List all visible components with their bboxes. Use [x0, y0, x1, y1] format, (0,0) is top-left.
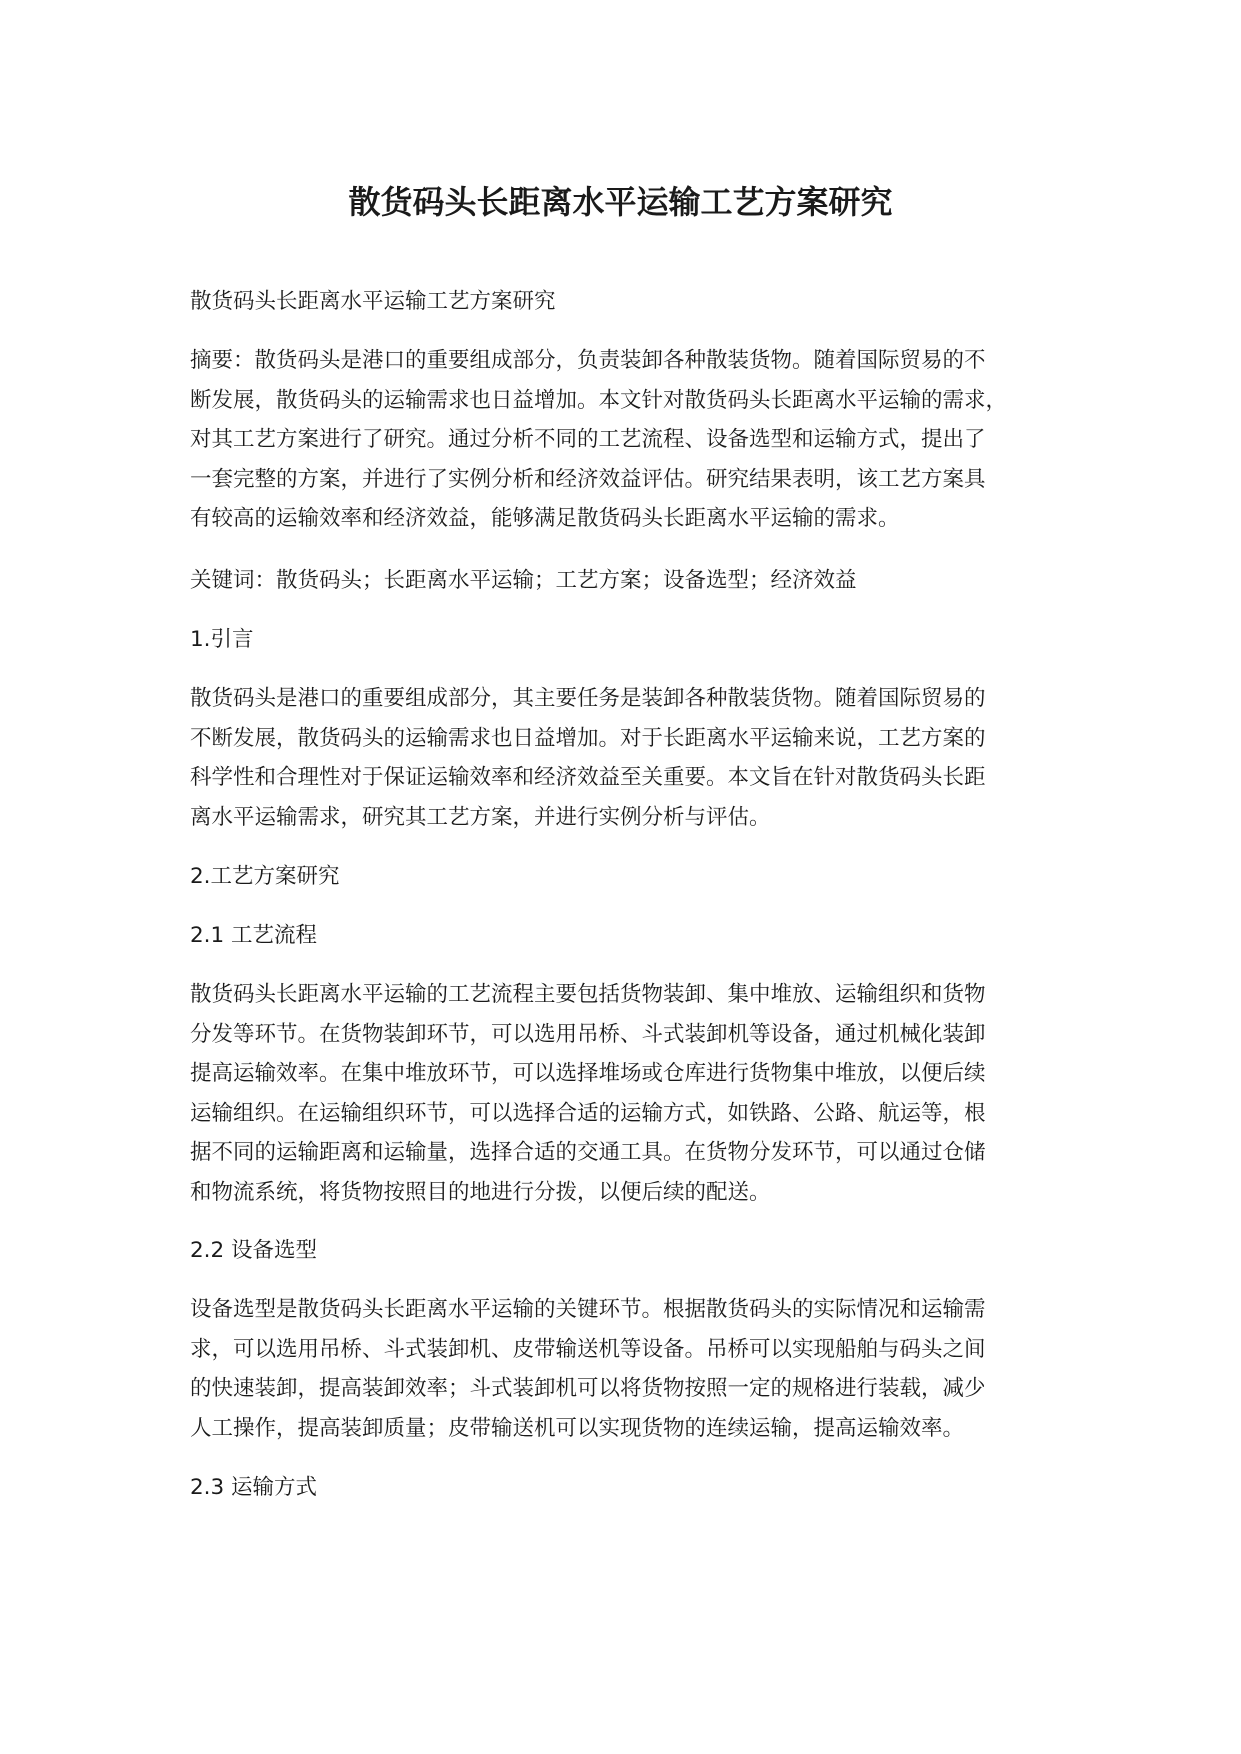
paragraph-line: 设备选型是散货码头长距离水平运输的关键环节。根据散货码头的实际情况和运输需: [190, 1297, 986, 1322]
introduction-paragraph: [190, 679, 1070, 837]
abstract-paragraph: [190, 341, 1070, 539]
paragraph-line: 和物流系统，将货物按照目的地进行分拨，以便后续的配送。: [190, 1179, 771, 1205]
paragraph-line: 离水平运输需求，研究其工艺方案，并进行实例分析与评估。: [190, 804, 771, 830]
paragraph-line: 散货码头是港口的重要组成部分，其主要任务是装卸各种散装货物。随着国际贸易的: [190, 686, 986, 711]
paragraph-line: 不断发展，散货码头的运输需求也日益增加。对于长距离水平运输来说，工艺方案的: [190, 725, 986, 751]
abstract-line: 摘要：散货码头是港口的重要组成部分，负责装卸各种散装货物。随着国际贸易的不: [190, 348, 986, 373]
abstract-line: 有较高的运输效率和经济效益，能够满足散货码头长距离水平运输的需求。: [190, 506, 900, 531]
subsection-heading-process-flow: 2.1 工艺流程: [190, 923, 318, 948]
paragraph-line: 的快速装卸，提高装卸效率；斗式装卸机可以将货物按照一定的规格进行装载，减少: [190, 1376, 986, 1401]
process-flow-paragraph: [190, 975, 1070, 1212]
paragraph-line: 分发等环节。在货物装卸环节，可以选用吊桥、斗式装卸机等设备，通过机械化装卸: [190, 1021, 986, 1047]
section-heading-introduction: 1.引言: [190, 627, 254, 652]
paragraph-line: 求，可以选用吊桥、斗式装卸机、皮带输送机等设备。吊桥可以实现船舶与码头之间: [190, 1336, 986, 1362]
keywords-line: 关键词：散货码头；长距离水平运输；工艺方案；设备选型；经济效益: [190, 568, 857, 593]
abstract-line: 一套完整的方案，并进行了实例分析和经济效益评估。研究结果表明，该工艺方案具: [190, 466, 986, 492]
subsection-heading-transport-mode: 2.3 运输方式: [190, 1475, 318, 1500]
paragraph-line: 运输组织。在运输组织环节，可以选择合适的运输方式，如铁路、公路、航运等，根: [190, 1100, 986, 1126]
equipment-selection-paragraph: [190, 1290, 1070, 1448]
abstract-line: 对其工艺方案进行了研究。通过分析不同的工艺流程、设备选型和运输方式，提出了: [190, 427, 986, 452]
subsection-heading-equipment-selection: 2.2 设备选型: [190, 1238, 318, 1263]
paragraph-line: 科学性和合理性对于保证运输效率和经济效益至关重要。本文旨在针对散货码头长距: [190, 765, 986, 790]
document-subtitle: 散货码头长距离水平运输工艺方案研究: [190, 289, 556, 314]
section-heading-process-research: 2.工艺方案研究: [190, 864, 340, 889]
paragraph-line: 人工操作，提高装卸质量；皮带输送机可以实现货物的连续运输，提高运输效率。: [190, 1415, 965, 1441]
abstract-line: 断发展，散货码头的运输需求也日益增加。本文针对散货码头长距离水平运输的需求，: [190, 387, 1008, 413]
paragraph-line: 据不同的运输距离和运输量，选择合适的交通工具。在货物分发环节，可以通过仓储: [190, 1140, 986, 1165]
paragraph-line: 提高运输效率。在集中堆放环节，可以选择堆场或仓库进行货物集中堆放，以便后续: [190, 1061, 986, 1086]
paragraph-line: 散货码头长距离水平运输的工艺流程主要包括货物装卸、集中堆放、运输组织和货物: [190, 982, 986, 1007]
document-title: 散货码头长距离水平运输工艺方案研究: [348, 183, 893, 221]
